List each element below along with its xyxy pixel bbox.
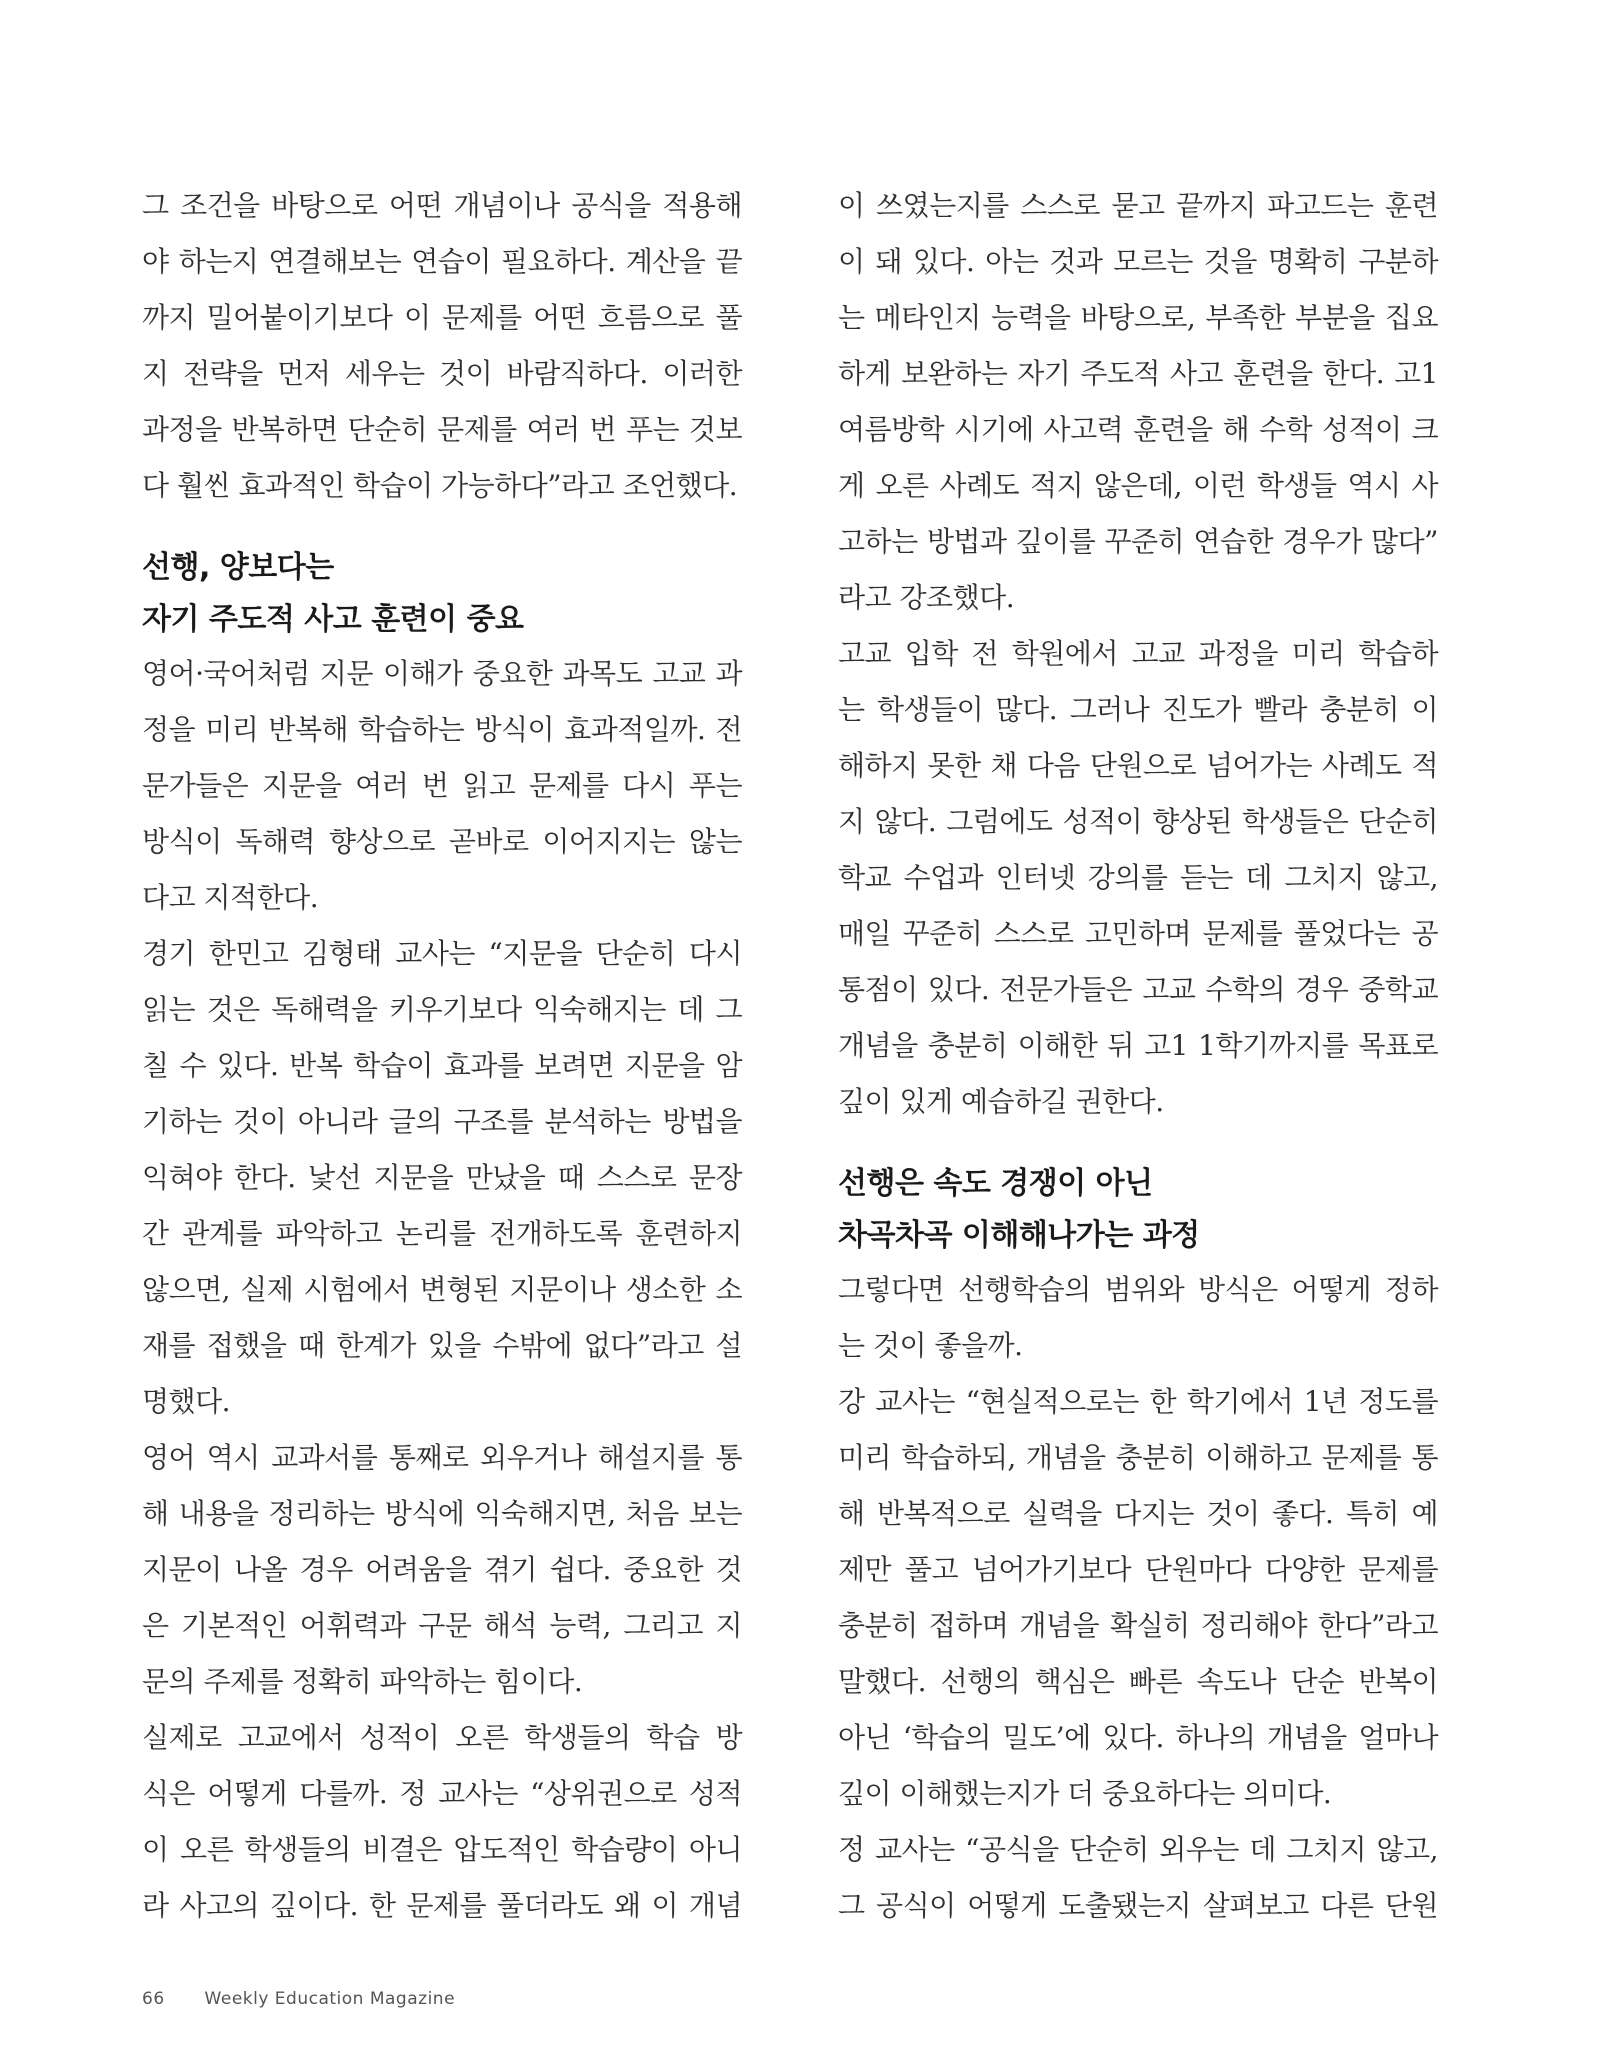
paragraph: [838, 1262, 1438, 1374]
text-line: 고하는 방법과 깊이를 꾸준히 연습한 경우가 많다”: [838, 525, 1438, 558]
text-line: 미리 학습하되, 개념을 충분히 이해하고 문제를 통: [838, 1441, 1438, 1474]
text-line: 는 학생들이 많다. 그러나 진도가 빨라 충분히 이: [838, 693, 1438, 726]
page-number: 66: [142, 1989, 165, 2009]
text-line: 매일 꾸준히 스스로 고민하며 문제를 풀었다는 공: [838, 917, 1438, 950]
section-heading: [838, 1158, 1438, 1262]
text-line: 는 메타인지 능력을 바탕으로, 부족한 부분을 집요: [838, 301, 1438, 334]
text-line: 이 오른 학생들의 비결은 압도적인 학습량이 아니: [142, 1833, 742, 1866]
text-line: 게 오른 사례도 적지 않은데, 이런 학생들 역시 사: [838, 469, 1438, 502]
text-line: 정 교사는 “공식을 단순히 외우는 데 그치지 않고,: [838, 1833, 1438, 1866]
text-line: 는 것이 좋을까.: [838, 1329, 1023, 1362]
text-line: 방식이 독해력 향상으로 곧바로 이어지지는 않는: [142, 825, 742, 858]
text-line: 하게 보완하는 자기 주도적 사고 훈련을 한다. 고1: [838, 357, 1438, 390]
text-line: 정을 미리 반복해 학습하는 방식이 효과적일까. 전: [142, 713, 742, 746]
paragraph: [838, 1374, 1438, 1822]
text-line: 식은 어떻게 다를까. 정 교사는 “상위권으로 성적: [142, 1777, 742, 1810]
heading-line: 선행은 속도 경쟁이 아닌: [838, 1166, 1153, 1201]
text-line: 말했다. 선행의 핵심은 빠른 속도나 단순 반복이: [838, 1665, 1438, 1698]
text-line: 충분히 접하며 개념을 확실히 정리해야 한다”라고: [838, 1609, 1438, 1642]
text-line: 라 사고의 깊이다. 한 문제를 풀더라도 왜 이 개념: [142, 1889, 742, 1922]
paragraph: [142, 178, 742, 514]
text-line: 그렇다면 선행학습의 범위와 방식은 어떻게 정하: [838, 1273, 1438, 1306]
text-line: 영어·국어처럼 지문 이해가 중요한 과목도 고교 과: [142, 657, 742, 690]
text-line: 학교 수업과 인터넷 강의를 듣는 데 그치지 않고,: [838, 861, 1438, 894]
text-line: 읽는 것은 독해력을 키우기보다 익숙해지는 데 그: [142, 993, 742, 1026]
text-line: 해 반복적으로 실력을 다지는 것이 좋다. 특히 예: [838, 1497, 1438, 1530]
page-footer: [142, 1989, 455, 2009]
text-line: 간 관계를 파악하고 논리를 전개하도록 훈련하지: [142, 1217, 742, 1250]
text-line: 까지 밀어붙이기보다 이 문제를 어떤 흐름으로 풀: [142, 301, 742, 334]
text-line: 해 내용을 정리하는 방식에 익숙해지면, 처음 보는: [142, 1497, 742, 1530]
paragraph: [142, 646, 742, 926]
magazine-title: Weekly Education Magazine: [204, 1989, 456, 2009]
text-line: 라고 강조했다.: [838, 581, 1015, 614]
text-line: 제만 풀고 넘어가기보다 단원마다 다양한 문제를: [838, 1553, 1438, 1586]
text-line: 해하지 못한 채 다음 단원으로 넘어가는 사례도 적: [838, 749, 1438, 782]
text-line: 그 조건을 바탕으로 어떤 개념이나 공식을 적용해: [142, 189, 742, 222]
text-line: 문가들은 지문을 여러 번 읽고 문제를 다시 푸는: [142, 769, 742, 802]
text-line: 재를 접했을 때 한계가 있을 수밖에 없다”라고 설: [142, 1329, 742, 1362]
right-column: [838, 178, 1438, 1934]
paragraph: [142, 926, 742, 1430]
text-line: 실제로 고교에서 성적이 오른 학생들의 학습 방: [142, 1721, 742, 1754]
paragraph: [838, 178, 1438, 626]
text-line: 명했다.: [142, 1385, 231, 1418]
section-heading: [142, 542, 742, 646]
text-line: 깊이 있게 예습하길 권한다.: [838, 1085, 1164, 1118]
heading-line: 차곡차곡 이해해나가는 과정: [838, 1218, 1200, 1253]
text-line: 그 공식이 어떻게 도출됐는지 살펴보고 다른 단원: [838, 1889, 1438, 1922]
text-line: 지 않다. 그럼에도 성적이 향상된 학생들은 단순히: [838, 805, 1438, 838]
text-line: 지 전략을 먼저 세우는 것이 바람직하다. 이러한: [142, 357, 742, 390]
heading-line: 선행, 양보다는: [142, 550, 334, 585]
left-column: [142, 178, 742, 1934]
text-line: 익혀야 한다. 낯선 지문을 만났을 때 스스로 문장: [142, 1161, 742, 1194]
text-line: 과정을 반복하면 단순히 문제를 여러 번 푸는 것보: [142, 413, 742, 446]
text-line: 다 훨씬 효과적인 학습이 가능하다”라고 조언했다.: [142, 469, 738, 502]
text-line: 칠 수 있다. 반복 학습이 효과를 보려면 지문을 암: [142, 1049, 742, 1082]
text-line: 개념을 충분히 이해한 뒤 고1 1학기까지를 목표로: [838, 1029, 1438, 1062]
text-line: 은 기본적인 어휘력과 구문 해석 능력, 그리고 지: [142, 1609, 742, 1642]
paragraph: [838, 626, 1438, 1130]
text-line: 고교 입학 전 학원에서 고교 과정을 미리 학습하: [838, 637, 1438, 670]
text-line: 이 쓰였는지를 스스로 묻고 끝까지 파고드는 훈련: [838, 189, 1438, 222]
text-line: 문의 주제를 정확히 파악하는 힘이다.: [142, 1665, 583, 1698]
text-line: 깊이 이해했는지가 더 중요하다는 의미다.: [838, 1777, 1332, 1810]
paragraph: [838, 1822, 1438, 1934]
text-line: 여름방학 시기에 사고력 훈련을 해 수학 성적이 크: [838, 413, 1438, 446]
text-line: 않으면, 실제 시험에서 변형된 지문이나 생소한 소: [142, 1273, 742, 1306]
text-line: 경기 한민고 김형태 교사는 “지문을 단순히 다시: [142, 937, 742, 970]
text-line: 다고 지적한다.: [142, 881, 319, 914]
text-line: 영어 역시 교과서를 통째로 외우거나 해설지를 통: [142, 1441, 742, 1474]
text-line: 기하는 것이 아니라 글의 구조를 분석하는 방법을: [142, 1105, 742, 1138]
paragraph: [142, 1430, 742, 1710]
text-line: 야 하는지 연결해보는 연습이 필요하다. 계산을 끝: [142, 245, 742, 278]
text-line: 이 돼 있다. 아는 것과 모르는 것을 명확히 구분하: [838, 245, 1438, 278]
text-line: 통점이 있다. 전문가들은 고교 수학의 경우 중학교: [838, 973, 1438, 1006]
text-line: 지문이 나올 경우 어려움을 겪기 쉽다. 중요한 것: [142, 1553, 742, 1586]
heading-line: 자기 주도적 사고 훈련이 중요: [142, 602, 524, 637]
paragraph: [142, 1710, 742, 1934]
text-line: 강 교사는 “현실적으로는 한 학기에서 1년 정도를: [838, 1385, 1438, 1418]
text-line: 아닌 ‘학습의 밀도’에 있다. 하나의 개념을 얼마나: [838, 1721, 1438, 1754]
